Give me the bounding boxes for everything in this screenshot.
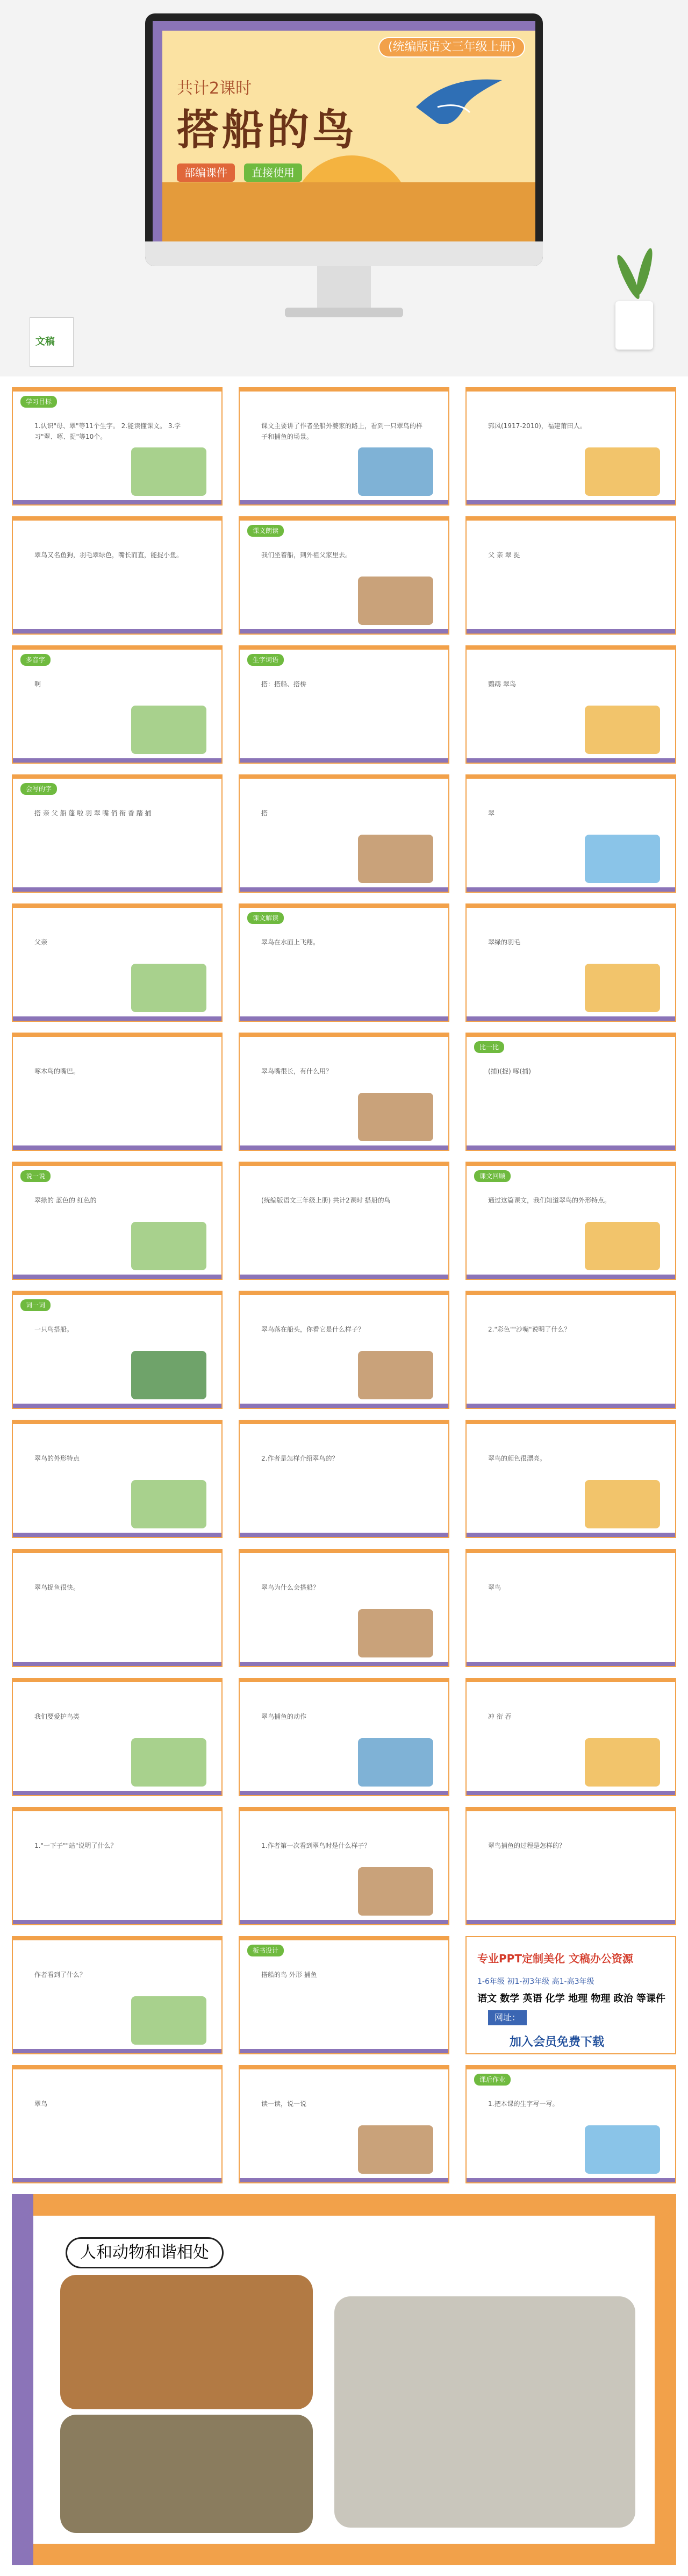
direct-use-button[interactable]: 直接使用 xyxy=(244,163,302,182)
slide-text: 搭船的鸟 外形 捕鱼 xyxy=(261,1971,317,1979)
slide-text: 啄木鸟的嘴巴。 xyxy=(34,1068,80,1075)
slide-thumbnail[interactable] xyxy=(12,1807,223,1925)
slide-bottom-bar xyxy=(13,1791,221,1795)
slide-text: 读一读，说一说 xyxy=(261,2100,307,2108)
slide-top-bar xyxy=(467,388,675,392)
slide-bottom-bar xyxy=(467,1533,675,1537)
hero-section xyxy=(0,0,688,376)
ad-line4: 网址： xyxy=(488,2010,527,2025)
slide-tag: 说一说 xyxy=(20,1170,51,1182)
slide-thumbnail[interactable] xyxy=(239,774,449,893)
slide-top-bar xyxy=(13,1034,221,1037)
slide-text: 冲 衔 吞 xyxy=(488,1713,512,1720)
slide-thumbnail[interactable] xyxy=(12,1678,223,1796)
slide-image xyxy=(358,1867,433,1916)
slide-thumbnail[interactable] xyxy=(239,1162,449,1280)
slide-top-bar xyxy=(467,517,675,521)
final-title: 人和动物和谐相处 xyxy=(66,2237,224,2268)
slide-image xyxy=(131,1738,206,1787)
slide-top-bar xyxy=(467,775,675,779)
slide-thumbnail[interactable] xyxy=(465,1162,676,1280)
slide-bottom-bar xyxy=(467,1791,675,1795)
slide-top-bar xyxy=(467,1163,675,1166)
slide-text: 翠鸟 xyxy=(34,2100,48,2108)
slide-text: 搭 亲 父 船 蓬 啦 羽 翠 嘴 俏 衔 香 踏 捕 xyxy=(34,809,152,817)
slide-image xyxy=(358,1738,433,1787)
slide-thumbnail[interactable] xyxy=(465,1678,676,1796)
slide-image xyxy=(585,1738,660,1787)
slide-text: 翠鸟的颜色很漂亮。 xyxy=(488,1455,547,1462)
ad-line3: 语文 数学 英语 化学 地理 物理 政治 等课件 xyxy=(477,1993,665,2004)
slide-text: 翠绿的羽毛 xyxy=(488,938,521,946)
slide-text: 作者看到了什么？ xyxy=(34,1971,87,1979)
slide-top-bar xyxy=(240,1163,448,1166)
slide-bottom-bar xyxy=(13,2178,221,2182)
final-slide-body xyxy=(33,2216,655,2544)
lesson-count: 共计2课时 xyxy=(177,79,252,98)
slide-top-bar xyxy=(467,2066,675,2069)
slide-tag: 学习目标 xyxy=(20,396,57,408)
slide-top-bar xyxy=(467,1679,675,1682)
slide-bottom-bar xyxy=(240,629,448,634)
slide-text: 翠鸟捕鱼的过程是怎样的？ xyxy=(488,1842,566,1849)
slide-thumbnail[interactable] xyxy=(465,1807,676,1925)
monitor-base xyxy=(285,308,403,317)
slide-thumbnail[interactable] xyxy=(12,516,223,635)
slide-top-bar xyxy=(240,1034,448,1037)
slide-thumbnail[interactable] xyxy=(12,1936,223,2054)
slide-top-bar xyxy=(467,1550,675,1553)
slide-bottom-bar xyxy=(467,1404,675,1408)
slide-thumbnail[interactable] xyxy=(239,903,449,1022)
slide-thumbnail[interactable] xyxy=(239,1678,449,1796)
slide-image xyxy=(358,835,433,883)
slide-top-bar xyxy=(240,388,448,392)
slide-text: 课文主要讲了作者坐船外婆家的路上，看到一只翠鸟的样子和捕鱼的场景。 xyxy=(261,422,423,440)
slide-top-bar xyxy=(467,1292,675,1295)
slide-text: 翠 xyxy=(488,809,495,817)
slide-tag: 板书设计 xyxy=(247,1945,284,1956)
slide-top-bar xyxy=(240,1808,448,1811)
child-pigeons-photo xyxy=(334,2296,635,2528)
slide-image xyxy=(358,1609,433,1657)
slide-bottom-bar xyxy=(13,1145,221,1150)
slide-bottom-bar xyxy=(240,758,448,763)
slide-thumbnail[interactable] xyxy=(465,1549,676,1667)
slide-bottom-bar xyxy=(467,1016,675,1021)
slide-thumbnail[interactable] xyxy=(465,516,676,635)
slide-bottom-bar xyxy=(467,1920,675,1924)
slide-tag: 课后作业 xyxy=(474,2074,511,2086)
slide-thumbnail[interactable] xyxy=(12,2065,223,2183)
slide-image xyxy=(585,706,660,754)
slide-top-bar xyxy=(240,1550,448,1553)
slide-thumbnail[interactable] xyxy=(12,1033,223,1151)
slide-text: 2."彩色""沙嘴"说明了什么？ xyxy=(488,1326,571,1333)
slide-image xyxy=(131,706,206,754)
slide-bottom-bar xyxy=(467,1662,675,1666)
slide-text: 郭风(1917-2010)，福建莆田人。 xyxy=(488,422,586,430)
slide-text: 父亲 xyxy=(34,938,48,946)
slide-bottom-bar xyxy=(467,758,675,763)
slide-text: 1."一下子""站"说明了什么？ xyxy=(34,1842,117,1849)
slide-text: 翠鸟捉鱼很快。 xyxy=(34,1584,80,1591)
slide-top-bar xyxy=(13,1679,221,1682)
slide-thumbnail[interactable] xyxy=(465,1291,676,1409)
courseware-button[interactable]: 部编课件 xyxy=(177,163,235,182)
slide-text: 父 亲 翠 捉 xyxy=(488,551,520,559)
slide-top-bar xyxy=(240,905,448,908)
slide-top-bar xyxy=(467,1808,675,1811)
slide-top-bar xyxy=(467,1421,675,1424)
slide-top-bar xyxy=(13,1550,221,1553)
slide-top-bar xyxy=(13,517,221,521)
slide-bottom-bar xyxy=(240,1275,448,1279)
slide-tag: 生字词语 xyxy=(247,654,284,666)
child-deer-photo xyxy=(60,2415,313,2533)
slide-image xyxy=(585,2125,660,2174)
slide-tag: 课文回顾 xyxy=(474,1170,511,1182)
slide-image xyxy=(358,1351,433,1399)
cover-screen xyxy=(153,21,535,241)
slide-bottom-bar xyxy=(467,2178,675,2182)
slide-thumbnail[interactable] xyxy=(12,1420,223,1538)
slide-text: 啊 xyxy=(34,680,41,688)
slide-image xyxy=(358,577,433,625)
slide-thumbnail[interactable] xyxy=(12,387,223,506)
slide-text: 一只鸟搭船。 xyxy=(34,1326,74,1333)
slide-top-bar xyxy=(240,1292,448,1295)
slide-image xyxy=(131,964,206,1012)
slide-text: 翠鸟落在船头，你看它是什么样子？ xyxy=(261,1326,365,1333)
slide-thumbnail[interactable] xyxy=(239,1420,449,1538)
slide-bottom-bar xyxy=(467,629,675,634)
brand-logo: 文稿 xyxy=(35,336,55,347)
slide-image xyxy=(585,964,660,1012)
slide-thumbnail[interactable] xyxy=(12,1549,223,1667)
slide-text: 1.认识"母、翠"等11个生字。 2.能读懂课文。 3.学习"翠、啄、捉"等10个。 xyxy=(34,422,181,440)
slide-bottom-bar xyxy=(13,1533,221,1537)
bird-icon xyxy=(405,69,513,134)
slide-bottom-bar xyxy=(240,1145,448,1150)
slide-bottom-bar xyxy=(467,500,675,504)
slide-top-bar xyxy=(467,905,675,908)
slide-bottom-bar xyxy=(240,500,448,504)
slide-image xyxy=(131,447,206,496)
slide-image xyxy=(358,1093,433,1141)
slide-bottom-bar xyxy=(240,1662,448,1666)
slide-image xyxy=(131,1351,206,1399)
purple-strip-left xyxy=(153,21,162,241)
slide-text: 搭 xyxy=(261,809,268,817)
monitor xyxy=(145,13,543,266)
slide-image xyxy=(358,2125,433,2174)
slide-top-bar xyxy=(467,646,675,650)
slide-thumbnail[interactable] xyxy=(239,1291,449,1409)
slide-thumbnail[interactable] xyxy=(12,903,223,1022)
slide-bottom-bar xyxy=(240,887,448,892)
slide-thumbnail[interactable] xyxy=(239,387,449,506)
slide-top-bar xyxy=(13,1163,221,1166)
slide-top-bar xyxy=(13,646,221,650)
slide-image xyxy=(131,1222,206,1270)
slide-bottom-bar xyxy=(240,1791,448,1795)
slide-thumbnail[interactable] xyxy=(12,1162,223,1280)
ad-line2: 1-6年级 初1-初3年级 高1-高3年级 xyxy=(477,1977,594,1986)
slide-top-bar xyxy=(13,1292,221,1295)
slide-text: 翠鸟为什么会搭船？ xyxy=(261,1584,320,1591)
slide-thumbnail[interactable] xyxy=(465,2065,676,2183)
slide-image xyxy=(585,1222,660,1270)
slide-top-bar xyxy=(240,775,448,779)
slide-top-bar xyxy=(13,2066,221,2069)
slide-bottom-bar xyxy=(467,1275,675,1279)
slide-bottom-bar xyxy=(240,1404,448,1408)
slide-bottom-bar xyxy=(13,1016,221,1021)
slide-thumbnail[interactable] xyxy=(465,903,676,1022)
slide-text: 2.作者是怎样介绍翠鸟的？ xyxy=(261,1455,339,1462)
slide-top-bar xyxy=(13,905,221,908)
slide-text: 翠鸟 xyxy=(488,1584,501,1591)
page-title: 搭船的鸟 xyxy=(177,106,358,154)
slide-image xyxy=(358,447,433,496)
slide-text: 翠鸟嘴很长，有什么用？ xyxy=(261,1068,333,1075)
slide-text: 1.把本课的生字写一写。 xyxy=(488,2100,559,2108)
slide-tag: 词一词 xyxy=(20,1299,51,1311)
monitor-chin xyxy=(145,241,543,266)
slide-thumbnail[interactable] xyxy=(239,645,449,764)
slide-text: 鹦鹉 翠鸟 xyxy=(488,680,516,688)
final-slide xyxy=(12,2194,676,2565)
slide-top-bar xyxy=(13,1421,221,1424)
slide-tag: 比一比 xyxy=(474,1041,504,1053)
slide-bottom-bar xyxy=(13,2049,221,2053)
final-purple-strip xyxy=(12,2194,33,2565)
slide-top-bar xyxy=(13,775,221,779)
slide-bottom-bar xyxy=(467,887,675,892)
slide-thumbnail[interactable] xyxy=(465,1420,676,1538)
slide-text: 我们要爱护鸟类 xyxy=(34,1713,80,1720)
slide-text: 1.作者第一次看到翠鸟时是什么样子？ xyxy=(261,1842,371,1849)
slide-bottom-bar xyxy=(13,500,221,504)
slide-bottom-bar xyxy=(13,1404,221,1408)
slide-tag: 多音字 xyxy=(20,654,51,666)
slide-thumbnail[interactable] xyxy=(239,516,449,635)
slide-top-bar xyxy=(13,1937,221,1940)
slide-top-bar xyxy=(13,1808,221,1811)
slide-thumbnail[interactable] xyxy=(465,645,676,764)
slide-bottom-bar xyxy=(240,1533,448,1537)
monitor-stand xyxy=(317,266,371,309)
slide-text: 搭：搭船、搭桥 xyxy=(261,680,307,688)
slide-thumbnail[interactable] xyxy=(239,1807,449,1925)
slide-text: 翠鸟又名鱼狗，羽毛翠绿色，嘴长而直，能捉小鱼。 xyxy=(34,551,183,559)
plant-pot xyxy=(615,301,653,350)
slide-text: 我们坐着船，到外祖父家里去。 xyxy=(261,551,352,559)
slide-text: 翠鸟捕鱼的动作 xyxy=(261,1713,307,1720)
edition-badge: (统编版语文三年级上册) xyxy=(378,37,525,58)
slide-tag: 课文解读 xyxy=(247,912,284,924)
slide-top-bar xyxy=(240,2066,448,2069)
slide-thumbnail[interactable] xyxy=(12,774,223,893)
plant-leaf xyxy=(634,247,656,296)
slide-top-bar xyxy=(240,1421,448,1424)
slide-text: 通过这篇课文，我们知道翠鸟的外形特点。 xyxy=(488,1197,611,1204)
grass-band xyxy=(153,182,535,241)
slide-text: (统编版语文三年级上册) 共计2课时 搭船的鸟 xyxy=(261,1197,391,1204)
slide-thumbnail[interactable] xyxy=(12,645,223,764)
slide-tag: 会写的字 xyxy=(20,783,57,795)
slide-bottom-bar xyxy=(240,1920,448,1924)
slide-top-bar xyxy=(13,388,221,392)
slide-bottom-bar xyxy=(13,1920,221,1924)
slide-bottom-bar xyxy=(13,887,221,892)
slide-thumbnail[interactable] xyxy=(239,1033,449,1151)
slide-image xyxy=(585,1480,660,1528)
slide-thumbnail[interactable] xyxy=(465,1033,676,1151)
slide-bottom-bar xyxy=(13,758,221,763)
purple-strip-top xyxy=(153,21,535,31)
slide-image xyxy=(585,835,660,883)
slide-text: 翠鸟的外形特点 xyxy=(34,1455,80,1462)
slide-thumbnail[interactable] xyxy=(239,2065,449,2183)
ad-line5[interactable]: 加入会员免费下载 xyxy=(510,2036,605,2049)
slide-image xyxy=(585,447,660,496)
slide-bottom-bar xyxy=(13,1275,221,1279)
slide-bottom-bar xyxy=(240,2049,448,2053)
slide-bottom-bar xyxy=(13,629,221,634)
slide-thumbnail[interactable] xyxy=(239,1936,449,2054)
slide-tag: 课文朗读 xyxy=(247,525,284,537)
slide-thumbnail[interactable] xyxy=(465,774,676,893)
slide-bottom-bar xyxy=(240,2178,448,2182)
child-giraffe-photo xyxy=(60,2275,313,2409)
slide-top-bar xyxy=(240,517,448,521)
slide-bottom-bar xyxy=(467,1145,675,1150)
slide-thumbnail[interactable] xyxy=(465,387,676,506)
slide-top-bar xyxy=(467,1034,675,1037)
slide-image xyxy=(131,1480,206,1528)
slide-top-bar xyxy=(240,1679,448,1682)
slide-thumbnail[interactable] xyxy=(12,1291,223,1409)
slide-text: (捕)(捉) 啄(捕) xyxy=(488,1068,531,1075)
slide-top-bar xyxy=(240,1937,448,1940)
slide-top-bar xyxy=(240,646,448,650)
slide-thumbnail[interactable] xyxy=(465,1936,676,2054)
slide-thumbnail[interactable] xyxy=(239,1549,449,1667)
slide-image xyxy=(131,1996,206,2045)
slide-text: 翠鸟在水面上飞翔。 xyxy=(261,938,320,946)
slide-text: 翠绿的 蓝色的 红色的 xyxy=(34,1197,97,1204)
slide-bottom-bar xyxy=(240,1016,448,1021)
slide-bottom-bar xyxy=(13,1662,221,1666)
ad-line1: 专业PPT定制美化 文稿办公资源 xyxy=(477,1952,633,1965)
calendar xyxy=(30,317,74,367)
